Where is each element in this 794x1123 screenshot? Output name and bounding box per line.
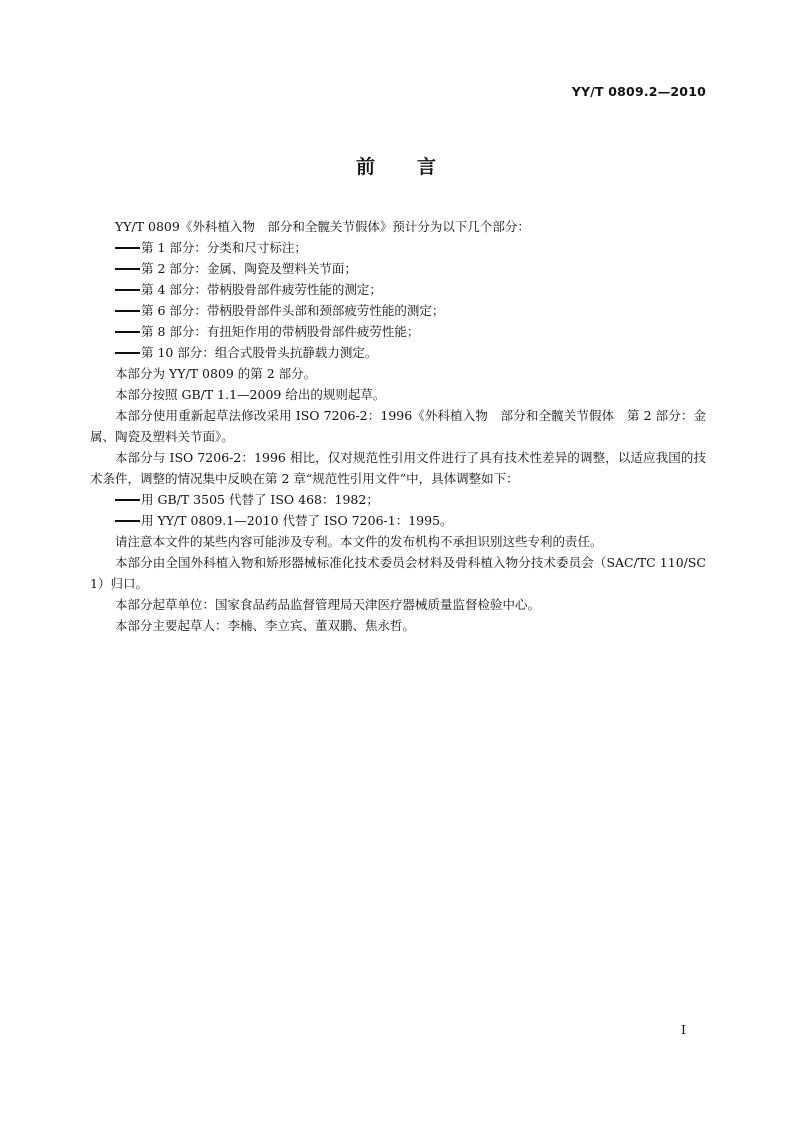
foreword-body xyxy=(90,216,706,636)
list-item xyxy=(90,510,706,531)
paragraph-text: 本部分由全国外科植入物和矫形器械标准化技术委员会材料及骨科植入物分技术委员会（SAC/TC 110/SC 1）归口。 xyxy=(90,555,706,591)
page-title xyxy=(0,152,794,179)
dash-marker xyxy=(115,247,140,249)
list-item xyxy=(90,342,706,363)
list-item-text: 第 2 部分：金属、陶瓷及塑料关节面； xyxy=(141,261,357,276)
list-item xyxy=(90,258,706,279)
page-title-first-char: 前 xyxy=(355,156,377,178)
list-item-text: 用 GB/T 3505 代替了 ISO 468：1982； xyxy=(141,492,379,507)
dash-marker xyxy=(115,520,140,522)
list-item xyxy=(90,237,706,258)
list-item-text: 用 YY/T 0809.1—2010 代替了 ISO 7206-1：1995。 xyxy=(141,513,453,528)
dash-marker xyxy=(115,352,140,354)
paragraph xyxy=(90,384,706,405)
paragraph-text: 本部分起草单位：国家食品药品监督管理局天津医疗器械质量监督检验中心。 xyxy=(115,597,541,612)
paragraph xyxy=(90,216,706,237)
paragraph-text: 本部分为 YY/T 0809 的第 2 部分。 xyxy=(115,366,317,381)
list-item xyxy=(90,489,706,510)
standard-number: YY/T 0809.2—2010 xyxy=(571,84,706,99)
dash-marker xyxy=(115,268,140,270)
dash-marker xyxy=(115,499,140,501)
list-item xyxy=(90,279,706,300)
list-item-text: 第 10 部分：组合式股骨头抗静载力测定。 xyxy=(141,345,378,360)
paragraph xyxy=(90,363,706,384)
paragraph xyxy=(90,615,706,636)
dash-marker xyxy=(115,310,140,312)
dash-marker xyxy=(115,331,140,333)
paragraph xyxy=(90,594,706,615)
paragraph-text: 本部分使用重新起草法修改采用 ISO 7206-2：1996《外科植入物 部分和全髋关节假体 第 2 部分：金属、陶瓷及塑料关节面》。 xyxy=(90,408,706,444)
page-number: I xyxy=(681,1022,686,1037)
dash-marker xyxy=(115,289,140,291)
page-title-second-char: 言 xyxy=(417,156,439,178)
paragraph xyxy=(90,405,706,447)
list-item xyxy=(90,300,706,321)
paragraph xyxy=(90,531,706,552)
list-item-text: 第 6 部分：带柄股骨部件头部和颈部疲劳性能的测定； xyxy=(141,303,445,318)
paragraph xyxy=(90,552,706,594)
paragraph-text: YY/T 0809《外科植入物 部分和全髋关节假体》预计分为以下几个部分： xyxy=(115,219,530,234)
list-item-text: 第 1 部分：分类和尺寸标注； xyxy=(141,240,307,255)
paragraph-text: 本部分主要起草人：李楠、李立宾、董双鹏、焦永哲。 xyxy=(115,618,416,633)
paragraph-text: 请注意本文件的某些内容可能涉及专利。本文件的发布机构不承担识别这些专利的责任。 xyxy=(115,534,603,549)
list-item-text: 第 4 部分：带柄股骨部件疲劳性能的测定； xyxy=(141,282,382,297)
paragraph-text: 本部分按照 GB/T 1.1—2009 给出的规则起草。 xyxy=(115,387,386,402)
paragraph xyxy=(90,447,706,489)
list-item-text: 第 8 部分：有扭矩作用的带柄股骨部件疲劳性能； xyxy=(141,324,420,339)
list-item xyxy=(90,321,706,342)
paragraph-text: 本部分与 ISO 7206-2：1996 相比，仅对规范性引用文件进行了具有技术性差异的调整，以适应我国的技术条件，调整的情况集中反映在第 2 章“规范性引用文件”中，具体调整如下： xyxy=(90,450,706,486)
